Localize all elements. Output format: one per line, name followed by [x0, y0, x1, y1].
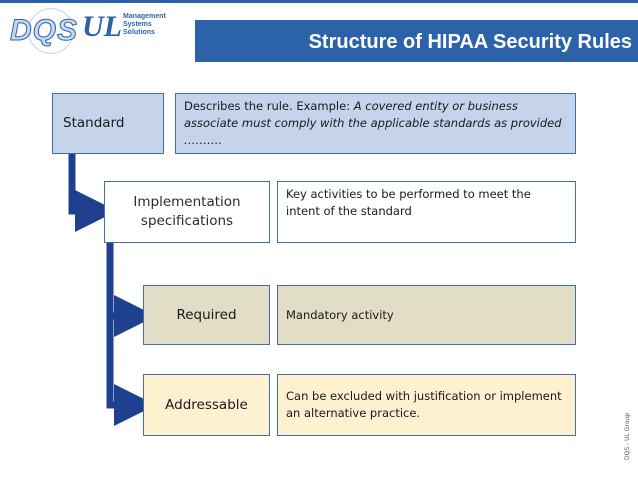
connector-implementation-to-required	[110, 243, 135, 316]
ul-logo: UL	[82, 10, 122, 43]
standard-description	[175, 93, 576, 154]
implementation-description: Key activities to be performed to meet the intent of the standard	[277, 181, 576, 243]
implementation-box: Implementation specifications	[104, 181, 270, 243]
logo-subtitle-line: Solutions	[123, 29, 155, 36]
connector-implementation-to-addressable	[110, 312, 135, 405]
standard-box: Standard	[52, 93, 164, 154]
addressable-box: Addressable	[143, 374, 270, 436]
logo-subtitle-line: Systems	[123, 21, 152, 28]
required-description: Mandatory activity	[277, 285, 576, 345]
slide-title: Structure of HIPAA Security Rules	[308, 31, 632, 53]
side-caption	[624, 400, 634, 470]
side-caption-text: DQS - UL Group	[624, 412, 631, 460]
connector-standard-to-implementation	[72, 154, 96, 211]
standard-description-prefix: Describes the rule. Example:	[184, 99, 354, 113]
required-box: Required	[143, 285, 270, 345]
logo-subtitle-line: Management	[123, 13, 166, 20]
dqs-logo: DQS	[10, 14, 79, 47]
addressable-description: Can be excluded with justification or implement an alternative practice.	[277, 374, 576, 436]
standard-description-example: A covered entity or business associate must comply with the applicable standards as provided ……….	[184, 99, 562, 147]
